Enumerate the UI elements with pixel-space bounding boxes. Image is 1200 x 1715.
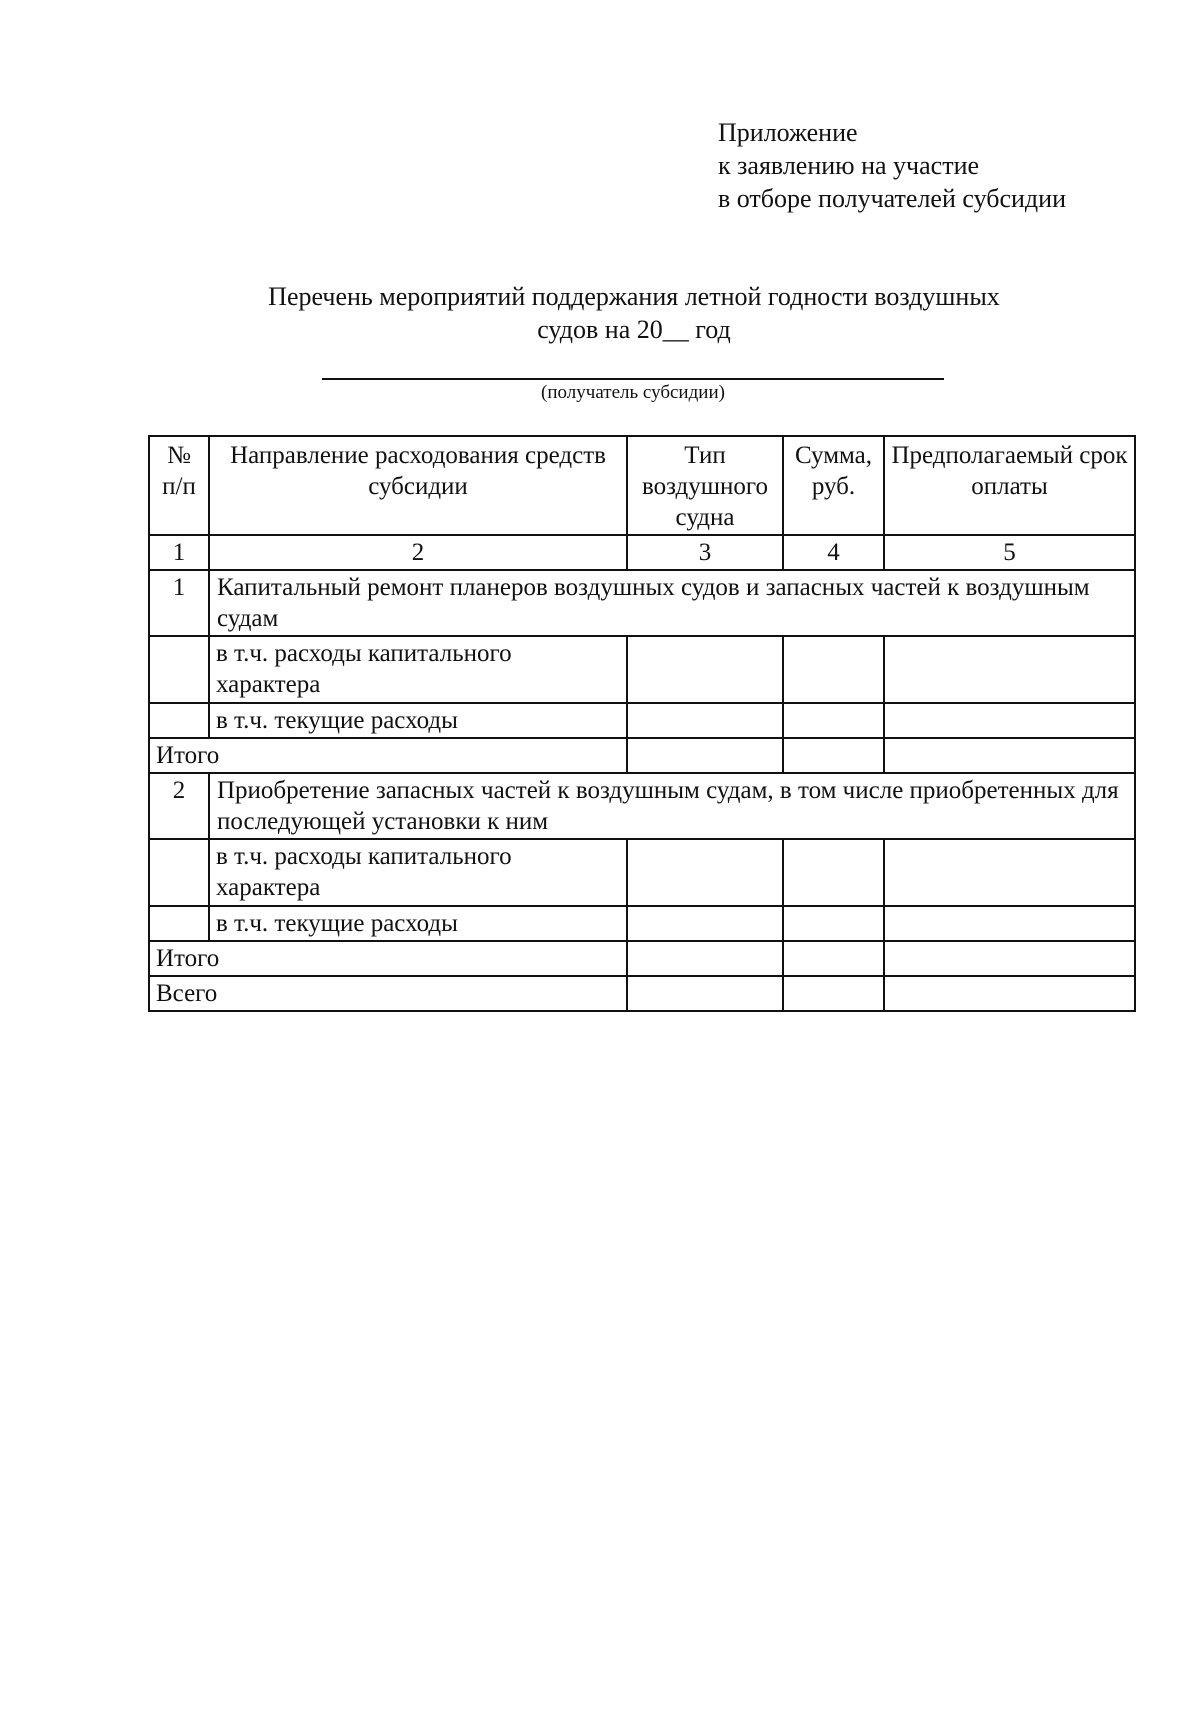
grand-total-row [149, 976, 1135, 1011]
payment-term-cell [884, 636, 1135, 703]
aircraft-type-cell [627, 703, 783, 738]
payment-term-cell [884, 738, 1135, 773]
appendix-line-2: к заявлению на участие [718, 151, 980, 180]
sum-cell [783, 703, 884, 738]
section-1-capital-row [149, 636, 1135, 703]
section-2-row [149, 773, 1135, 839]
aircraft-type-cell [627, 839, 783, 906]
payment-term-cell [884, 906, 1135, 941]
payment-term-cell [884, 976, 1135, 1011]
aircraft-type-cell [627, 976, 783, 1011]
section-1-total-row [149, 738, 1135, 773]
aircraft-type-cell [627, 906, 783, 941]
recipient-blank-line [322, 378, 944, 380]
column-number: 5 [884, 535, 1135, 570]
appendix-line-1: Приложение [718, 118, 858, 147]
empty-cell [149, 906, 209, 941]
header-num: № п/п [149, 436, 209, 535]
section-1-num: 1 [149, 570, 209, 636]
section-2-current-row [149, 906, 1135, 941]
appendix-line-3: в отборе получателей субсидии [718, 184, 1066, 213]
sum-cell [783, 839, 884, 906]
section-2-total-label: Итого [149, 941, 627, 976]
section-2-capital-row [149, 839, 1135, 906]
section-2-title: Приобретение запасных частей к воздушным судам, в том числе приобретенных для последующей установки к ним [209, 773, 1135, 839]
column-number: 4 [783, 535, 884, 570]
section-1-current-row [149, 703, 1135, 738]
section-2-capital-label: в т.ч. расходы капитального характера [209, 839, 627, 906]
section-2-total-row [149, 941, 1135, 976]
measures-table [148, 435, 1136, 1012]
grand-total-label: Всего [149, 976, 627, 1011]
title-line-2: судов на 20__ год [537, 315, 731, 344]
payment-term-cell [884, 703, 1135, 738]
sum-cell [783, 906, 884, 941]
section-1-row [149, 570, 1135, 636]
section-1-current-label: в т.ч. текущие расходы [209, 703, 627, 738]
section-1-title: Капитальный ремонт планеров воздушных судов и запасных частей к воздушным судам [209, 570, 1135, 636]
column-number-row [149, 535, 1135, 570]
title-line-1: Перечень мероприятий поддержания летной годности воздушных [268, 282, 1000, 311]
table-header-row [149, 436, 1135, 535]
header-payment-term: Предполагаемый срок оплаты [884, 436, 1135, 535]
aircraft-type-cell [627, 738, 783, 773]
section-2-current-label: в т.ч. текущие расходы [209, 906, 627, 941]
section-1-total-label: Итого [149, 738, 627, 773]
appendix-block [718, 116, 1066, 215]
payment-term-cell [884, 941, 1135, 976]
header-direction: Направление расходования средств субсидии [209, 436, 627, 535]
recipient-caption: (получатель субсидии) [541, 382, 725, 403]
payment-term-cell [884, 839, 1135, 906]
sum-cell [783, 941, 884, 976]
sum-cell [783, 738, 884, 773]
empty-cell [149, 703, 209, 738]
empty-cell [149, 839, 209, 906]
empty-cell [149, 636, 209, 703]
column-number: 1 [149, 535, 209, 570]
aircraft-type-cell [627, 941, 783, 976]
aircraft-type-cell [627, 636, 783, 703]
column-number: 3 [627, 535, 783, 570]
section-1-capital-label: в т.ч. расходы капитального характера [209, 636, 627, 703]
header-sum: Сумма, руб. [783, 436, 884, 535]
header-aircraft-type: Тип воздушного судна [627, 436, 783, 535]
sum-cell [783, 976, 884, 1011]
column-number: 2 [209, 535, 627, 570]
section-2-num: 2 [149, 773, 209, 839]
document-title [200, 280, 1068, 346]
sum-cell [783, 636, 884, 703]
